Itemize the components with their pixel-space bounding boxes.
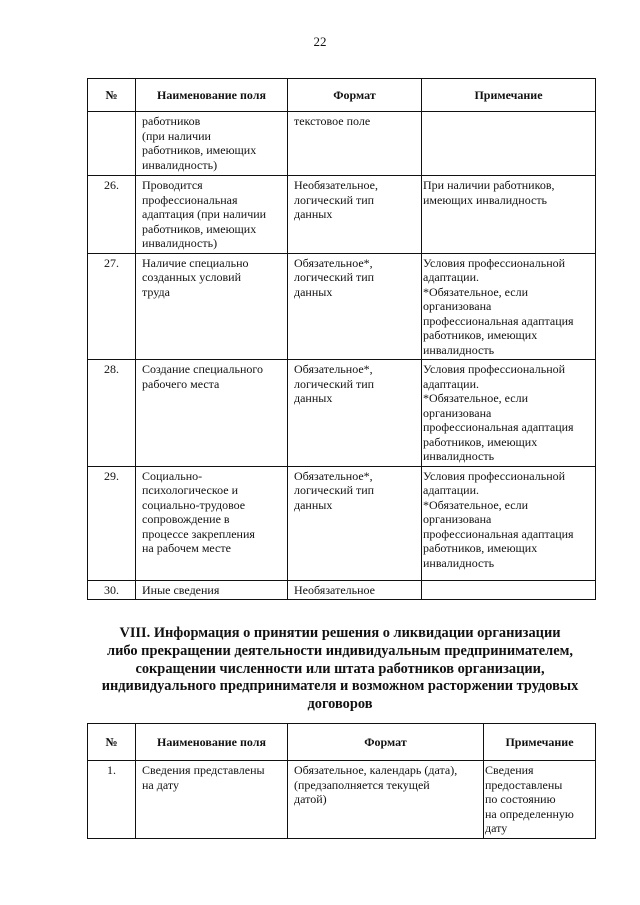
- cell-line: 30.: [104, 582, 119, 597]
- table-row: [88, 360, 596, 467]
- cell-line: логический тип: [294, 270, 375, 284]
- cell-line: Обязательное*,: [294, 362, 373, 376]
- liquidation-fields-table: [87, 723, 596, 839]
- column-header-number: №: [88, 724, 136, 761]
- cell-line: Необязательное,: [294, 178, 378, 192]
- cell-line: работников, имеющих: [142, 143, 257, 157]
- cell-number: [88, 580, 136, 600]
- cell-line: Обязательное*,: [294, 255, 373, 270]
- fields-table-continued: [87, 78, 596, 600]
- cell-line: работников, имеющих: [142, 221, 257, 236]
- cell-line: психологическое и: [142, 483, 238, 497]
- column-header-field-name: Наименование поля: [136, 79, 288, 112]
- cell-field-name: [136, 360, 288, 467]
- cell-line: социально-трудовое: [142, 497, 246, 512]
- cell-line: профессиональная адаптация: [423, 420, 574, 434]
- cell-line: имеющих инвалидность: [423, 192, 548, 207]
- cell-line: Условия профессиональной: [423, 255, 566, 270]
- cell-line: 27.: [104, 255, 119, 270]
- cell-line: логический тип: [294, 483, 375, 497]
- cell-line: созданных условий: [142, 270, 242, 284]
- cell-field-name: [136, 112, 288, 176]
- cell-format: [288, 761, 484, 839]
- cell-line: Наличие специально: [142, 255, 249, 270]
- cell-line: Обязательное, календарь (дата),: [294, 763, 458, 777]
- cell-line: работников: [142, 114, 201, 128]
- cell-line: процессе закрепления: [142, 526, 255, 541]
- cell-line: (предзаполняется текущей: [294, 777, 430, 792]
- cell-line: профессиональная: [142, 192, 238, 207]
- cell-format: [288, 466, 422, 580]
- cell-field-name: [136, 761, 288, 839]
- section-title-line: сокращении численности или штата работников организации,: [135, 660, 545, 677]
- cell-line: организована: [423, 299, 492, 313]
- column-header-note: Примечание: [484, 724, 596, 761]
- cell-line: адаптации.: [423, 483, 480, 497]
- cell-line: профессиональная адаптация: [423, 313, 574, 328]
- cell-line: данных: [294, 497, 333, 512]
- table-row: [88, 253, 596, 360]
- section-title-line: договоров: [307, 696, 373, 713]
- cell-field-name: [136, 466, 288, 580]
- cell-line: адаптация (при наличии: [142, 207, 267, 221]
- cell-field-name: [136, 176, 288, 254]
- section-title-line: либо прекращении деятельности индивидуальным предпринимателем,: [107, 642, 573, 659]
- cell-line: Сведения: [485, 763, 534, 777]
- cell-line: дату: [485, 821, 508, 835]
- cell-line: инвалидность: [423, 449, 495, 463]
- cell-note: [422, 580, 596, 600]
- cell-line: текстовое поле: [294, 114, 371, 128]
- cell-format: [288, 176, 422, 254]
- cell-line: Необязательное: [294, 582, 375, 597]
- column-header-note: Примечание: [422, 79, 596, 112]
- cell-line: 1.: [107, 763, 116, 777]
- cell-line: адаптации.: [423, 376, 480, 391]
- cell-number: [88, 466, 136, 580]
- cell-line: 26.: [104, 178, 119, 192]
- cell-field-name: [136, 580, 288, 600]
- cell-line: работников, имеющих: [423, 328, 538, 342]
- cell-line: инвалидность): [142, 157, 218, 172]
- cell-line: профессиональная адаптация: [423, 526, 574, 541]
- cell-number: [88, 360, 136, 467]
- cell-line: организована: [423, 512, 492, 526]
- cell-line: инвалидность): [142, 236, 218, 250]
- column-header-format: Формат: [288, 79, 422, 112]
- cell-line: по состоянию: [485, 792, 556, 806]
- cell-line: на определенную: [485, 806, 574, 821]
- cell-line: на дату: [142, 777, 179, 792]
- cell-line: *Обязательное, если: [423, 284, 529, 299]
- table-row: [88, 112, 596, 176]
- cell-number: [88, 112, 136, 176]
- cell-line: инвалидность: [423, 555, 495, 570]
- column-header-format: Формат: [288, 724, 484, 761]
- cell-line: При наличии работников,: [423, 178, 555, 192]
- cell-note: [422, 360, 596, 467]
- table-row: [88, 466, 596, 580]
- cell-line: логический тип: [294, 192, 375, 207]
- section-title: [70, 625, 610, 714]
- cell-line: труда: [142, 284, 170, 299]
- cell-line: сопровождение в: [142, 512, 230, 526]
- cell-line: рабочего места: [142, 376, 220, 391]
- cell-format: [288, 112, 422, 176]
- column-header-field-name: Наименование поля: [136, 724, 288, 761]
- cell-number: [88, 761, 136, 839]
- cell-line: организована: [423, 405, 492, 420]
- cell-line: Сведения представлены: [142, 763, 265, 777]
- cell-line: данных: [294, 207, 333, 221]
- cell-line: (при наличии: [142, 128, 211, 143]
- table-row: [88, 580, 596, 600]
- cell-note: [422, 253, 596, 360]
- cell-line: Иные сведения: [142, 582, 220, 597]
- cell-number: [88, 176, 136, 254]
- column-header-number: №: [88, 79, 136, 112]
- cell-format: [288, 253, 422, 360]
- cell-line: инвалидность: [423, 342, 495, 357]
- cell-line: Обязательное*,: [294, 468, 373, 483]
- cell-note: [422, 112, 596, 176]
- cell-line: работников, имеющих: [423, 541, 538, 555]
- cell-line: работников, имеющих: [423, 434, 538, 449]
- cell-note: [422, 176, 596, 254]
- cell-number: [88, 253, 136, 360]
- cell-line: предоставлены: [485, 777, 563, 792]
- cell-line: данных: [294, 284, 333, 299]
- cell-format: [288, 360, 422, 467]
- page-number: 22: [313, 34, 327, 49]
- cell-line: Условия профессиональной: [423, 362, 566, 376]
- cell-note: [422, 466, 596, 580]
- cell-note: [484, 761, 596, 839]
- table-row: [88, 176, 596, 254]
- cell-line: логический тип: [294, 376, 375, 391]
- section-title-line: индивидуального предпринимателя и возможном расторжении трудовых: [101, 678, 579, 695]
- cell-line: *Обязательное, если: [423, 497, 529, 512]
- cell-line: Социально-: [142, 468, 203, 483]
- cell-line: адаптации.: [423, 270, 480, 284]
- cell-line: датой): [294, 792, 327, 806]
- cell-format: [288, 580, 422, 600]
- section-title-line: VIII. Информация о принятии решения о ликвидации организации: [119, 625, 561, 641]
- table-header-row: [88, 724, 596, 761]
- cell-line: 29.: [104, 468, 119, 483]
- table-row: [88, 761, 596, 839]
- cell-line: на рабочем месте: [142, 541, 231, 555]
- cell-line: Условия профессиональной: [423, 468, 566, 483]
- cell-line: 28.: [104, 362, 119, 376]
- table-header-row: [88, 79, 596, 112]
- cell-line: Создание специального: [142, 362, 263, 376]
- cell-field-name: [136, 253, 288, 360]
- cell-line: Проводится: [142, 178, 203, 192]
- cell-line: данных: [294, 391, 333, 405]
- cell-line: *Обязательное, если: [423, 391, 529, 405]
